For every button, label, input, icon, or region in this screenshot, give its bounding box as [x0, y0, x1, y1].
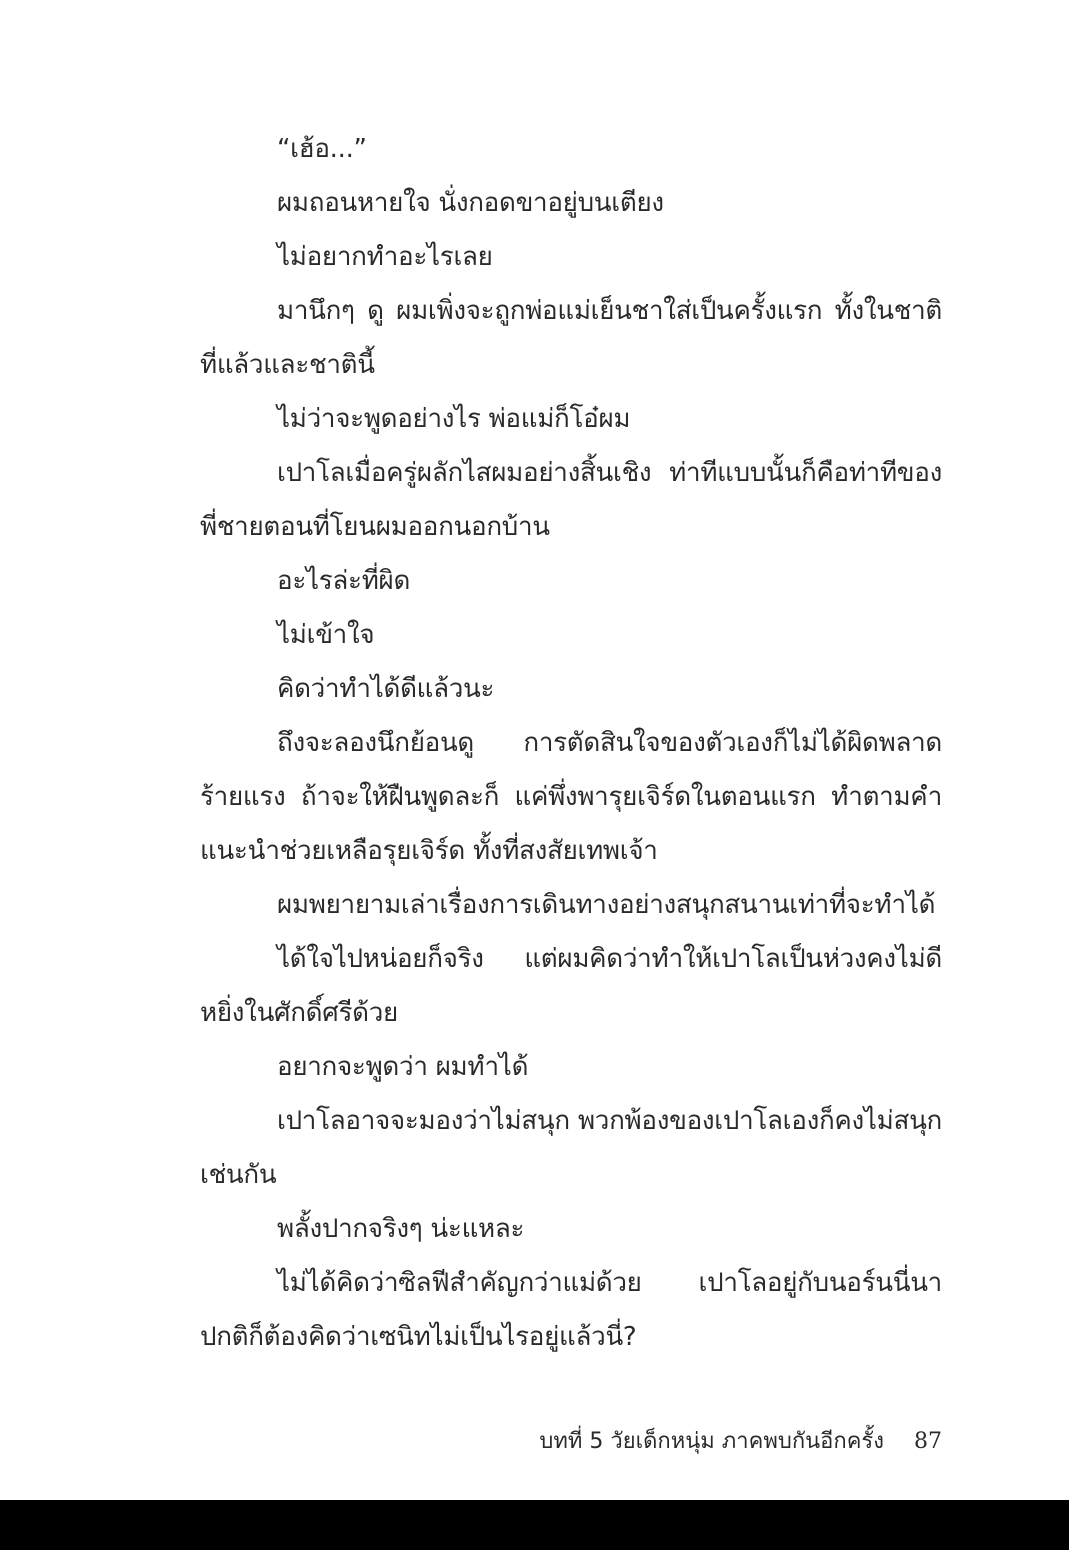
paragraph: ไม่เข้าใจ	[277, 620, 375, 650]
paragraph: ผมพยายามเล่าเรื่องการเดินทางอย่างสนุกสนานเท่าที่จะทำได้	[277, 890, 936, 920]
paragraph: ได้ใจไปหน่อยก็จริง แต่ผมคิดว่าทำให้เปาโลเป็นห่วงคงไม่ดี หยิ่งในศักดิ์ศรีด้วย	[200, 944, 942, 1028]
page-number: 87	[914, 1429, 942, 1454]
page-footer	[539, 1422, 942, 1462]
paragraph: ผมถอนหายใจ นั่งกอดขาอยู่บนเตียง	[277, 188, 664, 218]
paragraph: ไม่ว่าจะพูดอย่างไร พ่อแม่ก็โอ๋ผม	[277, 404, 631, 434]
bottom-black-bar	[0, 1500, 1069, 1550]
paragraph: ไม่ได้คิดว่าซิลฟีสำคัญกว่าแม่ด้วย เปาโลอยู่กับนอร์นนี่นา ปกติก็ต้องคิดว่าเซนิทไม่เป็นไรอยู่แล้วนี่?	[200, 1268, 942, 1352]
body-text	[200, 122, 942, 1364]
paragraph: อยากจะพูดว่า ผมทำได้	[277, 1052, 529, 1082]
paragraph: เปาโลเมื่อครู่ผลักไสผมอย่างสิ้นเชิง ท่าทีแบบนั้นก็คือท่าทีของพี่ชายตอนที่โยนผมออกนอกบ้าน	[200, 458, 942, 542]
paragraph: “เฮ้อ...”	[277, 134, 367, 164]
paragraph: มานึกๆ ดู ผมเพิ่งจะถูกพ่อแม่เย็นชาใส่เป็นครั้งแรก ทั้งในชาติที่แล้วและชาตินี้	[200, 296, 942, 380]
paragraph: พลั้งปากจริงๆ น่ะแหละ	[277, 1214, 525, 1244]
paragraph: คิดว่าทำได้ดีแล้วนะ	[277, 674, 495, 704]
chapter-title: บทที่ 5 วัยเด็กหนุ่ม ภาคพบกันอีกครั้ง	[539, 1429, 884, 1454]
paragraph: เปาโลอาจจะมองว่าไม่สนุก พวกพ้องของเปาโลเองก็คงไม่สนุกเช่นกัน	[200, 1106, 942, 1190]
paragraph: อะไรล่ะที่ผิด	[277, 566, 411, 596]
paragraph: ไม่อยากทำอะไรเลย	[277, 242, 493, 272]
paragraph: ถึงจะลองนึกย้อนดู การตัดสินใจของตัวเองก็ไม่ได้ผิดพลาดร้ายแรง ถ้าจะให้ฝืนพูดละก็ แค่พึ่งพารุยเจิร์ดในตอนแรก ทำตามคำแนะนำช่วยเหลือรุยเจิร์ด ทั้งที่สงสัยเทพเจ้า	[200, 728, 942, 866]
